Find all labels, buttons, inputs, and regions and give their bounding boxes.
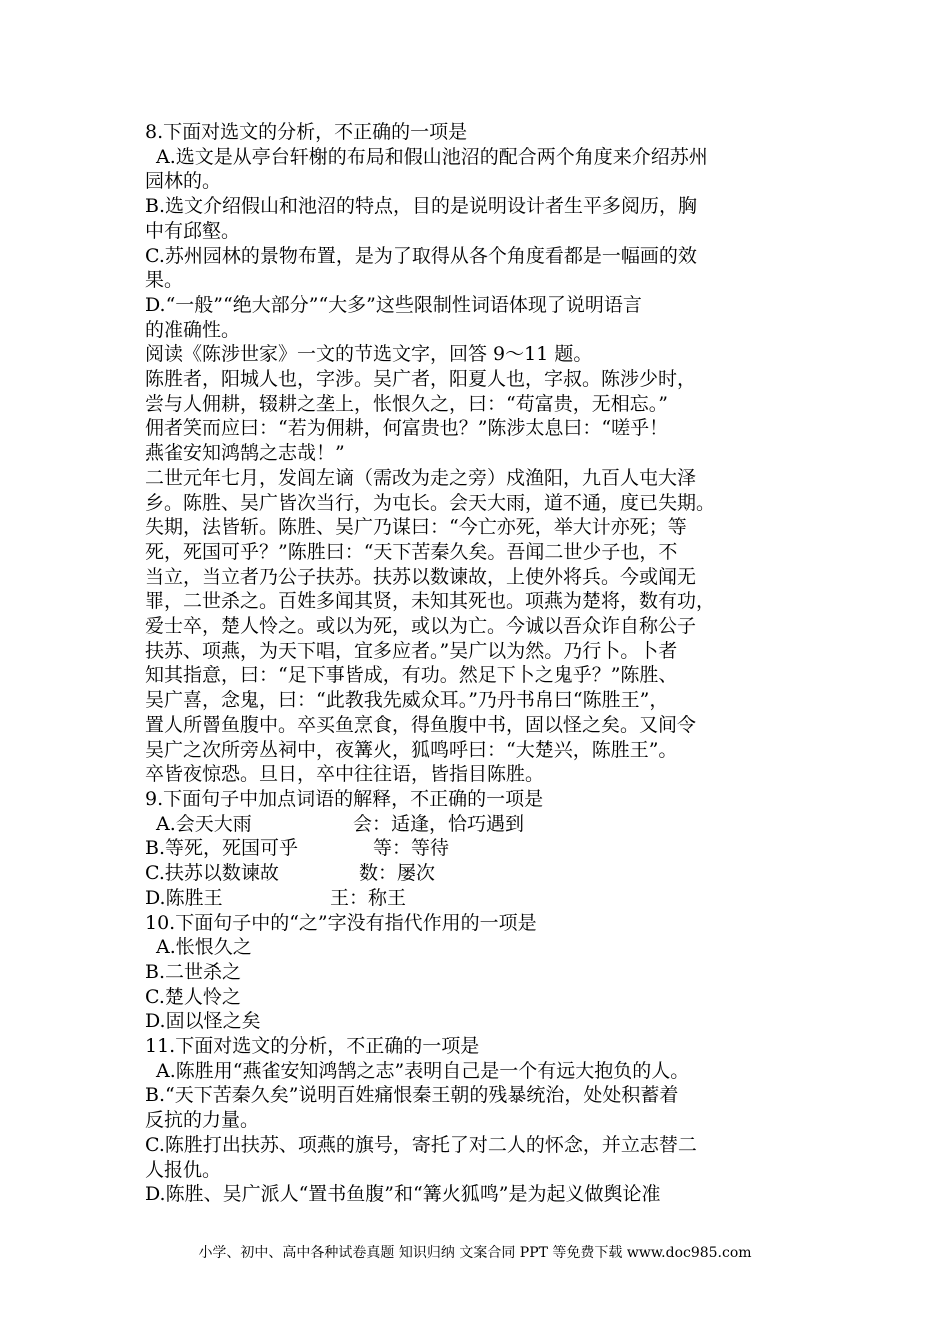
question-8-option-d: D.“一般”“绝大部分”“大多”这些限制性词语体现了说明语言 [145,293,642,316]
question-9-option-d [145,886,815,911]
passage-line: 当立，当立者乃公子扶苏。扶苏以数谏故，上使外将兵。今或闻无 [145,565,697,588]
passage-line: 陈胜者，阳城人也，字涉。吴广者，阳夏人也，字叔。陈涉少时， [145,368,697,391]
question-8-stem: 8.下面对选文的分析，不正确的一项是 [145,121,468,143]
passage-line: 死，死国可乎？”陈胜曰：“天下苦秦久矣。吾闻二世少子也，不 [145,540,678,563]
passage-line: 吴广喜，念鬼，曰：“此教我先威众耳。”乃丹书帛曰“陈胜王”， [145,689,669,712]
question-8 [145,120,815,342]
question-11-option-c: C.陈胜打出扶苏、项燕的旗号，寄托了对二人的怀念，并立志替二 [145,1133,697,1156]
question-11-option-b-cont: 反抗的力量。 [145,1109,260,1132]
question-11-stem: 11.下面对选文的分析，不正确的一项是 [145,1035,480,1058]
question-8-option-c-cont: 果。 [145,269,184,292]
question-10-option-d: D.固以怪之矣 [145,1010,261,1033]
page-footer: 小学、初中、高中各种试卷真题 知识归纳 文案合同 PPT 等免费下载 www.doc985.com [198,1245,752,1261]
question-9-option-b [145,836,815,861]
question-10-option-c: C.楚人怜之 [145,985,241,1008]
option-sentence: D.陈胜王 [145,886,223,909]
option-sentence: A.会天大雨 [156,812,252,835]
question-8-option-d-cont: 的准确性。 [145,318,241,341]
passage-line: 置人所罾鱼腹中。卒买鱼烹食，得鱼腹中书，固以怪之矣。又间令 [145,713,697,736]
question-10-option-a: A.怅恨久之 [156,936,252,959]
question-11 [145,1034,815,1207]
question-8-option-c: C.苏州园林的景物布置，是为了取得从各个角度看都是一幅画的效 [145,244,697,267]
passage-line: 尝与人佣耕，辍耕之垄上，怅恨久之，曰：“苟富贵，无相忘。” [145,392,668,415]
question-8-option-b-cont: 中有邱壑。 [145,219,241,242]
passage-line: 卒皆夜惊恐。旦日，卒中往往语，皆指目陈胜。 [145,763,545,786]
question-11-option-c-cont: 人报仇。 [145,1158,222,1181]
passage-line: 佣者笑而应曰：“若为佣耕，何富贵也？”陈涉太息曰：“嗟乎！ [145,417,669,440]
passage-line: 知其指意，曰：“足下事皆成，有功。然足下卜之鬼乎？”陈胜、 [145,664,678,687]
document-body [145,120,815,1207]
option-sentence: B.等死，死国可乎 [145,837,299,860]
question-9-stem: 9.下面句子中加点词语的解释，不正确的一项是 [145,787,544,810]
option-sentence: C.扶苏以数谏故 [145,862,279,885]
passage-line: 吴广之次所旁丛祠中，夜篝火，狐鸣呼曰：“大楚兴，陈胜王”。 [145,738,678,761]
question-9 [145,787,815,911]
question-11-option-a: A.陈胜用“燕雀安知鸿鹄之志”表明自己是一个有远大抱负的人。 [156,1059,690,1082]
passage-line: 爱士卒，楚人怜之。或以为死，或以为亡。今诚以吾众诈自称公子 [145,615,697,638]
question-8-option-a-cont: 园林的。 [145,170,222,193]
option-gloss: 等：等待 [373,837,450,860]
question-9-option-a [145,812,815,837]
question-10-stem: 10.下面句子中的“之”字没有指代作用的一项是 [145,911,537,934]
question-8-option-a: A.选文是从亭台轩榭的布局和假山池沼的配合两个角度来介绍苏州 [156,145,708,168]
question-8-option-b: B.选文介绍假山和池沼的特点，目的是说明设计者生平多阅历，胸 [145,195,698,218]
question-9-option-c [145,861,815,886]
question-10-option-b: B.二世杀之 [145,960,242,983]
option-gloss: 数：屡次 [359,862,436,885]
option-gloss: 会：适逢，恰巧遇到 [353,812,525,835]
passage-line: 乡。陈胜、吴广皆次当行，为屯长。会天大雨，道不通，度已失期。 [145,491,716,514]
passage-line: 罪，二世杀之。百姓多闻其贤，未知其死也。项燕为楚将，数有功， [145,590,716,613]
question-11-option-b: B.“天下苦秦久矣”说明百姓痛恨秦王朝的残暴统治，处处积蓄着 [145,1084,679,1107]
passage-line: 扶苏、项燕，为天下唱，宜多应者。”吴广以为然。乃行卜。卜者 [145,639,678,662]
reading-passage [145,342,815,787]
question-10 [145,911,815,1035]
passage-line: 失期，法皆斩。陈胜、吴广乃谋曰：“今亡亦死，举大计亦死；等 [145,516,687,539]
passage-line: 二世元年七月，发闾左谪（需改为走之旁）戍渔阳，九百人屯大泽 [145,466,697,489]
option-gloss: 王：称王 [330,886,407,909]
passage-intro: 阅读《陈涉世家》一文的节选文字，回答 9～11 题。 [145,343,593,366]
passage-line: 燕雀安知鸿鹄之志哉！” [145,442,345,465]
question-11-option-d: D.陈胜、吴广派人“置书鱼腹”和“篝火狐鸣”是为起义做舆论准 [145,1183,661,1206]
